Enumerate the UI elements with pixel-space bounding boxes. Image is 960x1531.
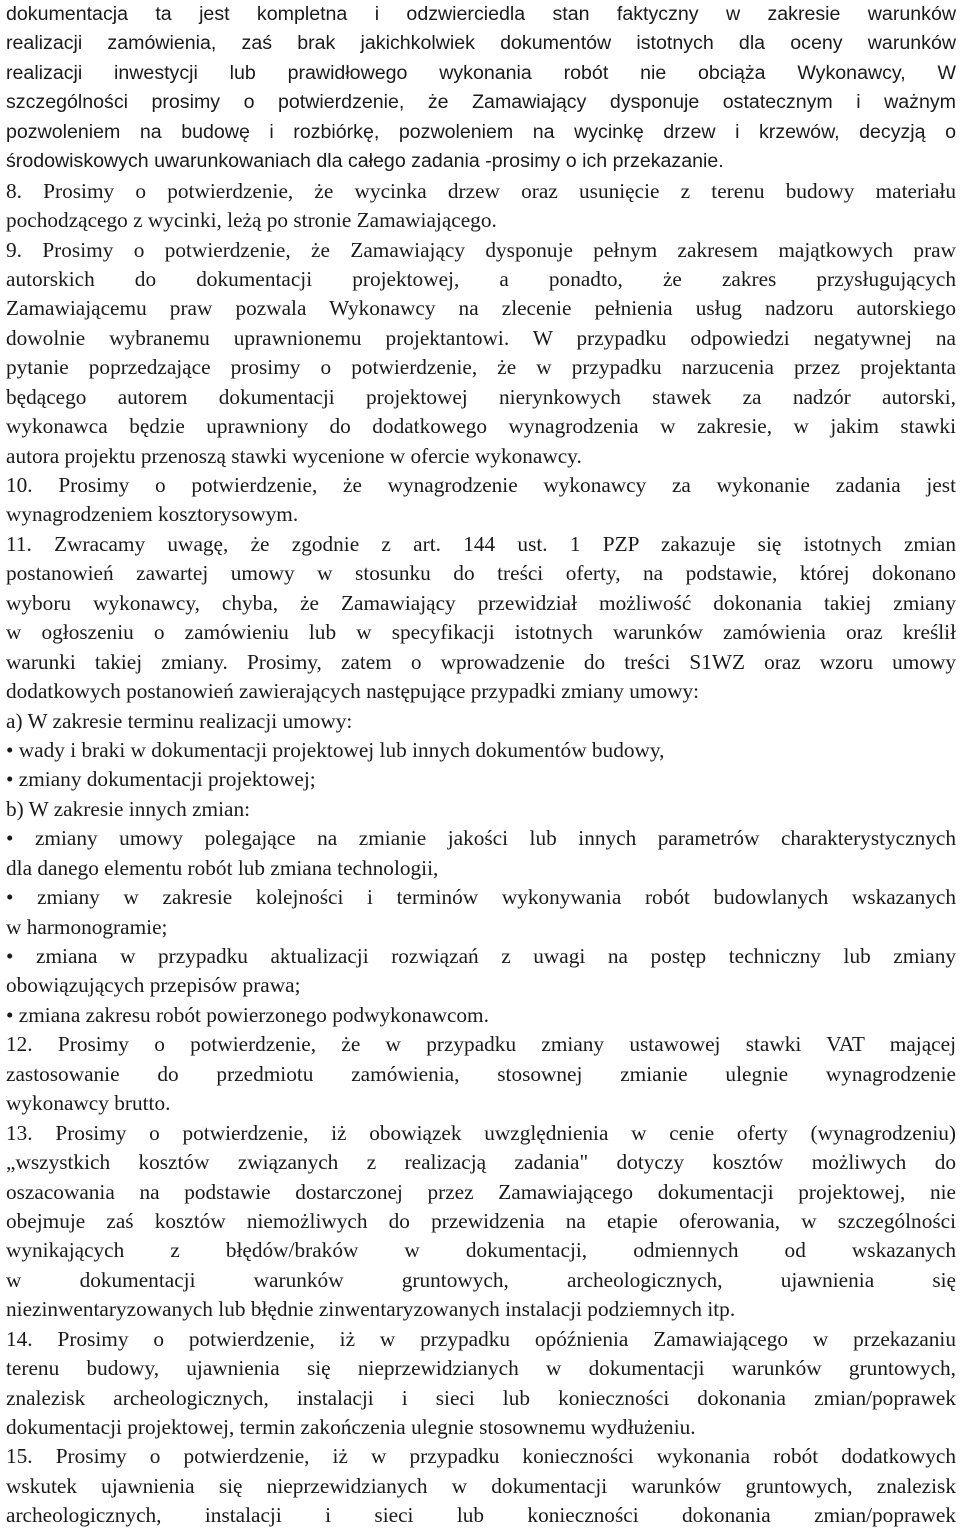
text-line: 12. Prosimy o potwierdzenie, że w przypadku zmiany ustawowej stawki VAT mającej	[6, 1032, 956, 1057]
text-line: terenu budowy, ujawnienia się nieprzewidzianych w dokumentacji warunków gruntowych,	[6, 1356, 956, 1381]
text-line: szczególności prosimy o potwierdzenie, że Zamawiający dysponuje ostatecznym i ważnym	[6, 91, 956, 114]
text-line: b) W zakresie innych zmian:	[6, 796, 251, 821]
text-line: autora projektu przenoszą stawki wycenione w ofercie wykonawcy.	[6, 443, 582, 468]
text-line: archeologicznych, instalacji i sieci lub konieczności dokonania zmian/poprawek	[6, 1503, 956, 1528]
text-line: postanowień zawartej umowy w stosunku do treści oferty, na podstawie, której dokonano	[6, 561, 956, 586]
text-line: w ogłoszeniu o zamówieniu lub w specyfikacji istotnych warunków zamówienia oraz kreślił	[6, 620, 956, 645]
text-line: oszacowania na podstawie dostarczonej przez Zamawiającego dokumentacji projektowej, nie	[6, 1179, 956, 1204]
text-line: • zmiany dokumentacji projektowej;	[6, 767, 316, 792]
text-line: wyboru wykonawcy, chyba, że Zamawiający przewidział możliwość dokonania takiej zmiany	[6, 590, 956, 615]
text-line: będącego autorem dokumentacji projektowej nierynkowych stawek za nadzór autorski,	[6, 384, 956, 409]
text-line: w harmonogramie;	[6, 914, 168, 939]
text-line: zastosowanie do przedmiotu zamówienia, stosownej zmianie ulegnie wynagrodzenie	[6, 1061, 956, 1086]
text-line: pozwoleniem na budowę i rozbiórkę, pozwoleniem na wycinkę drzew i krzewów, decyzją o	[6, 120, 956, 143]
text-line: pochodzącego z wycinki, leżą po stronie Zamawiającego.	[6, 208, 497, 233]
text-line: • wady i braki w dokumentacji projektowej lub innych dokumentów budowy,	[6, 737, 665, 762]
text-line: w dokumentacji warunków gruntowych, archeologicznych, ujawnienia się	[6, 1267, 956, 1292]
text-line: wykonawca będzie uprawniony do dodatkowego wynagrodzenia w zakresie, w jakim stawki	[6, 414, 956, 439]
text-line: obowiązujących przepisów prawa;	[6, 973, 301, 998]
text-line: wynagrodzeniem kosztorysowym.	[6, 502, 299, 527]
text-line: 14. Prosimy o potwierdzenie, iż w przypadku opóźnienia Zamawiającego w przekazaniu	[6, 1326, 956, 1351]
text-line: Zamawiającemu praw pozwala Wykonawcy na zlecenie pełnienia usług nadzoru autorskiego	[6, 296, 956, 321]
text-line: autorskich do dokumentacji projektowej, a ponadto, że zakres przysługujących	[6, 266, 956, 291]
text-line: dodatkowych postanowień zawierających następujące przypadki zmiany umowy:	[6, 679, 700, 704]
text-line: • zmiana zakresu robót powierzonego podwykonawcom.	[6, 1002, 489, 1027]
text-line: pytanie poprzedzające prosimy o potwierdzenie, że w przypadku narzucenia przez projektanta	[6, 355, 956, 380]
text-line: wykonawcy brutto.	[6, 1091, 171, 1116]
text-line: 9. Prosimy o potwierdzenie, że Zamawiający dysponuje pełnym zakresem majątkowych praw	[6, 237, 956, 262]
text-line: dla danego elementu robót lub zmiana technologii,	[6, 855, 439, 880]
text-line: • zmiany w zakresie kolejności i terminów wykonywania robót budowlanych wskazanych	[6, 885, 956, 910]
text-line: • zmiany umowy polegające na zmianie jakości lub innych parametrów charakterystycznych	[6, 826, 956, 851]
text-line: dowolnie wybranemu uprawnionemu projektantowi. W przypadku odpowiedzi negatywnej na	[6, 325, 956, 350]
text-line: dokumentacja ta jest kompletna i odzwierciedla stan faktyczny w zakresie warunków	[6, 3, 956, 25]
text-line: 11. Zwracamy uwagę, że zgodnie z art. 144 ust. 1 PZP zakazuje się istotnych zmian	[6, 531, 956, 556]
text-line: realizacji zamówienia, zaś brak jakichkolwiek dokumentów istotnych dla oceny warunków	[6, 32, 956, 55]
text-line: dokumentacji projektowej, termin zakończenia ulegnie stosownemu wydłużeniu.	[6, 1415, 696, 1439]
text-line: wynikających z błędów/braków w dokumentacji, odmiennych od wskazanych	[6, 1238, 956, 1263]
text-line: niezinwentaryzowanych lub błędnie zinwentaryzowanych instalacji podziemnych itp.	[6, 1297, 736, 1322]
text-line: realizacji inwestycji lub prawidłowego wykonania robót nie obciąża Wykonawcy, W	[6, 61, 956, 84]
text-line: warunki takiej zmiany. Prosimy, zatem o wprowadzenie do treści S1WZ oraz wzoru umowy	[6, 649, 956, 674]
text-line: obejmuje zaś kosztów niemożliwych do przewidzenia na etapie oferowania, w szczególności	[6, 1208, 956, 1233]
text-line: „wszystkich kosztów związanych z realizacją zadania" dotyczy kosztów możliwych do	[6, 1150, 956, 1175]
text-line: 10. Prosimy o potwierdzenie, że wynagrodzenie wykonawcy za wykonanie zadania jest	[6, 473, 956, 497]
text-line: środowiskowych uwarunkowaniach dla całego zadania -prosimy o ich przekazanie.	[6, 150, 724, 173]
text-line: znalezisk archeologicznych, instalacji i sieci lub konieczności dokonania zmian/poprawek	[6, 1385, 956, 1410]
text-line: 8. Prosimy o potwierdzenie, że wycinka drzew oraz usunięcie z terenu budowy materiału	[6, 178, 956, 203]
text-line: a) W zakresie terminu realizacji umowy:	[6, 708, 353, 733]
text-line: 15. Prosimy o potwierdzenie, iż w przypadku konieczności wykonania robót dodatkowych	[6, 1444, 956, 1469]
text-line: wskutek ujawnienia się nieprzewidzianych w dokumentacji warunków gruntowych, znalezisk	[6, 1473, 956, 1498]
text-line: 13. Prosimy o potwierdzenie, iż obowiązek uwzględnienia w cenie oferty (wynagrodzeniu)	[6, 1120, 956, 1145]
text-line: • zmiana w przypadku aktualizacji rozwiązań z uwagi na postęp techniczny lub zmiany	[6, 944, 956, 968]
